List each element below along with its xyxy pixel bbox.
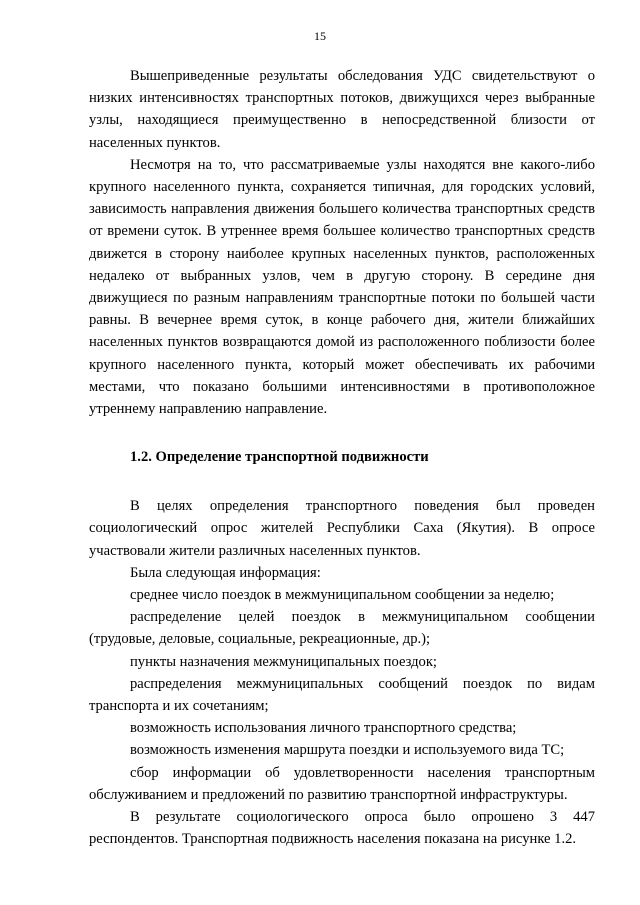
paragraph-info-intro: Была следующая информация: xyxy=(130,564,321,581)
list-item-satisfaction: сбор информации об удовлетворенности населения транспортным обслуживанием и предложений по развитию транспортной инфраструктуры. xyxy=(89,764,595,803)
section-heading: 1.2. Определение транспортной подвижности xyxy=(130,449,429,466)
document-body xyxy=(89,65,595,851)
list-item-trip-purposes: распределение целей поездок в межмуниципальном сообщении (трудовые, деловые, социальные, рекреационные, др.); xyxy=(89,609,595,648)
list-item-trip-count: среднее число поездок в межмуниципальном сообщении за неделю; xyxy=(130,587,555,604)
list-item-private-vehicle: возможность использования личного транспортного средства; xyxy=(130,720,517,737)
list-item-route-change: возможность изменения маршрута поездки и используемого вида ТС; xyxy=(130,742,565,759)
paragraph-direction-dependency: Несмотря на то, что рассматриваемые узлы находятся вне какого-либо крупного населенного пункта, сохраняется типичная, для городских условий, зависимость направления движения большего количества транспортных средств от времени суток. В утреннее время большее количество транспортных средств движется в сторону наиболее крупных населенных пунктов, расположенных недалеко от выбранных узлов, чем в другую сторону. В середине дня движущиеся по разным направлениям транспортные потоки по большей части равны. В вечернее время суток, в конце рабочего дня, жители ближайших населенных пунктов возвращаются домой из расположенного поблизости более крупного населенного пункта, который может обеспечивать их рабочими местами, что показано большими интенсивностями в противоположное утреннему направлению направление. xyxy=(89,156,595,418)
list-item-transport-modes: распределения межмуниципальных сообщений поездок по видам транспорта и их сочетаниям; xyxy=(89,675,595,715)
paragraph-respondents: В результате социологического опроса было опрошено 3 447 респондентов. Транспортная подвижность населения показана на рисунке 1.2. xyxy=(89,809,595,848)
list-item-destinations: пункты назначения межмуниципальных поездок; xyxy=(130,653,437,670)
paragraph-survey-results: Вышеприведенные результаты обследования УДС свидетельствуют о низких интенсивностях транспортных потоков, движущихся через выбранные узлы, находящиеся преимущественно в непосредственной близости от населенных пунктов. xyxy=(89,68,595,151)
paragraph-survey-intro: В целях определения транспортного поведения был проведен социологический опрос жителей Республики Саха (Якутия). В опросе участвовали жители различных населенных пунктов. xyxy=(89,498,595,559)
page-number: 15 xyxy=(314,29,326,43)
